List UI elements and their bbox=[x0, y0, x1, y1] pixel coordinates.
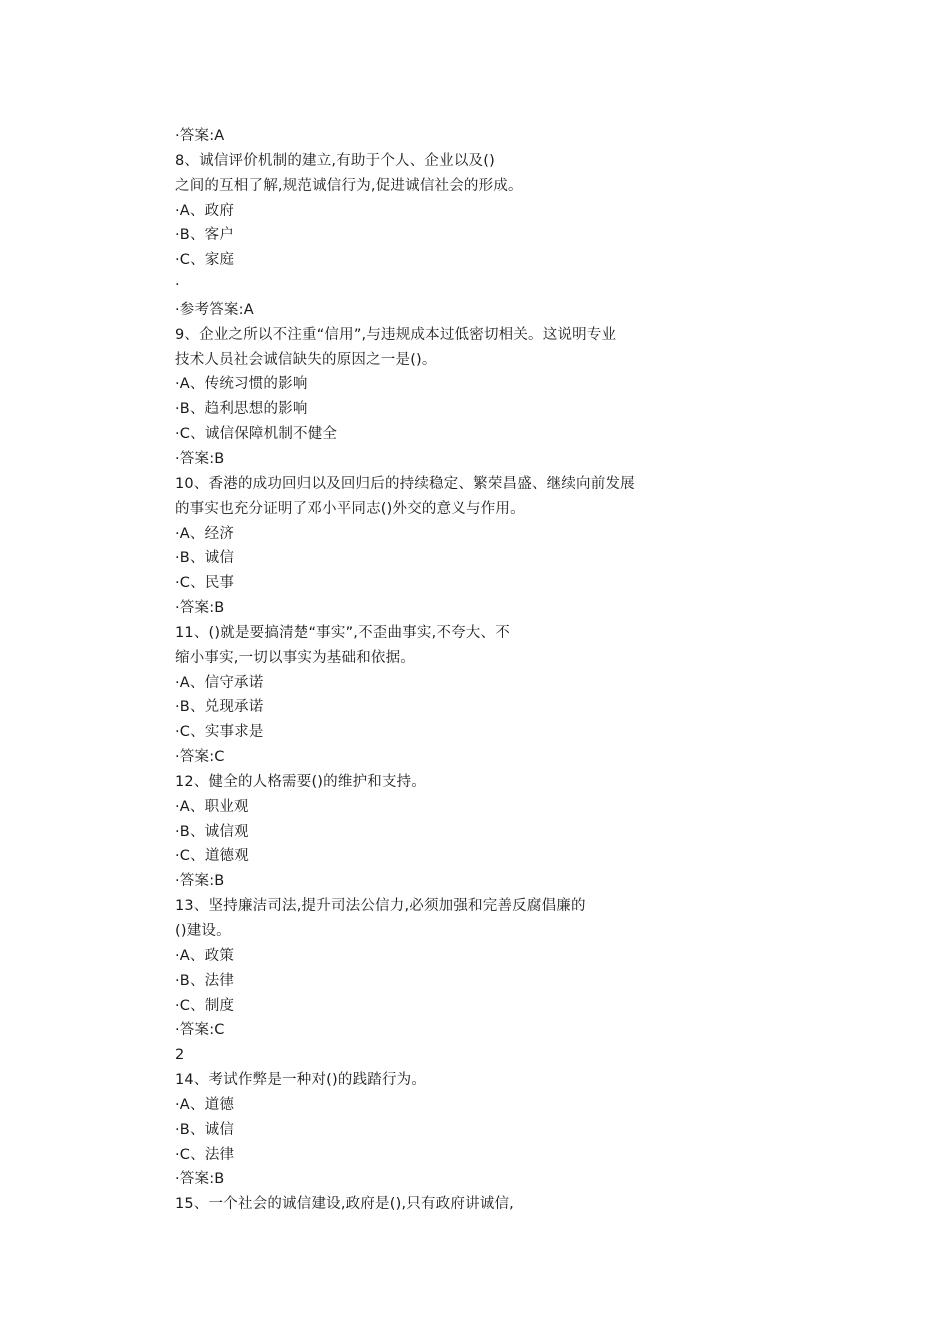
text-line: ·B、诚信观 bbox=[175, 823, 249, 840]
text-line: ·C、道德观 bbox=[175, 848, 249, 865]
text-line: ·答案:C bbox=[175, 749, 225, 766]
text-line: ·A、经济 bbox=[175, 525, 235, 542]
text-line: ·A、信守承诺 bbox=[175, 674, 264, 691]
text-line: ·B、兑现承诺 bbox=[175, 699, 264, 716]
text-line: 2 bbox=[175, 1047, 185, 1064]
text-line: ·答案:B bbox=[175, 450, 225, 467]
text-line: ·答案:A bbox=[175, 128, 225, 144]
text-line: ·答案:B bbox=[175, 873, 225, 890]
text-line: 9、企业之所以不注重“信用”,与违规成本过低密切相关。这说明专业 bbox=[175, 326, 617, 343]
text-line: ()建设。 bbox=[175, 923, 231, 939]
text-line: ·C、诚信保障机制不健全 bbox=[175, 426, 338, 443]
text-line: ·B、诚信 bbox=[175, 1121, 235, 1138]
text-line: ·A、传统习惯的影响 bbox=[175, 376, 308, 393]
text-line: ·参考答案:A bbox=[175, 301, 254, 318]
text-line: 之间的互相了解,规范诚信行为,促进诚信社会的形成。 bbox=[175, 177, 523, 194]
text-line: ·答案:B bbox=[175, 600, 225, 617]
text-line: 缩小事实,一切以事实为基础和依据。 bbox=[175, 649, 416, 666]
text-line: ·A、政策 bbox=[175, 947, 235, 964]
text-line: ·B、法律 bbox=[175, 972, 235, 989]
text-line: ·答案:B bbox=[175, 1171, 225, 1188]
text-line: 8、诚信评价机制的建立,有助于个人、企业以及() bbox=[175, 152, 495, 169]
document-body bbox=[175, 124, 895, 1217]
text-line: 的事实也充分证明了邓小平同志()外交的意义与作用。 bbox=[175, 500, 525, 517]
text-line: · bbox=[175, 277, 180, 294]
text-line: 12、健全的人格需要()的维护和支持。 bbox=[175, 773, 427, 790]
text-line: ·A、职业观 bbox=[175, 798, 249, 815]
text-line: 技术人员社会诚信缺失的原因之一是()。 bbox=[175, 351, 437, 368]
text-line: ·C、制度 bbox=[175, 997, 235, 1014]
text-line: 11、()就是要搞清楚“事实”,不歪曲事实,不夸大、不 bbox=[175, 624, 510, 641]
text-line: ·C、实事求是 bbox=[175, 724, 264, 741]
text-line: ·A、政府 bbox=[175, 202, 235, 219]
text-line: ·A、道德 bbox=[175, 1096, 235, 1113]
text-line: ·C、法律 bbox=[175, 1146, 235, 1163]
text-line: ·答案:C bbox=[175, 1022, 225, 1039]
text-line: 10、香港的成功回归以及回归后的持续稳定、繁荣昌盛、继续向前发展 bbox=[175, 475, 635, 492]
text-line: ·C、民事 bbox=[175, 575, 235, 592]
text-line: 15、一个社会的诚信建设,政府是(),只有政府讲诚信, bbox=[175, 1196, 514, 1213]
text-line: 13、坚持廉洁司法,提升司法公信力,必须加强和完善反腐倡廉的 bbox=[175, 898, 586, 915]
text-line: 14、考试作弊是一种对()的践踏行为。 bbox=[175, 1072, 427, 1089]
text-line: ·B、趋利思想的影响 bbox=[175, 401, 308, 418]
text-line: ·B、客户 bbox=[175, 227, 235, 244]
text-line: ·C、家庭 bbox=[175, 252, 235, 269]
text-line: ·B、诚信 bbox=[175, 550, 235, 567]
